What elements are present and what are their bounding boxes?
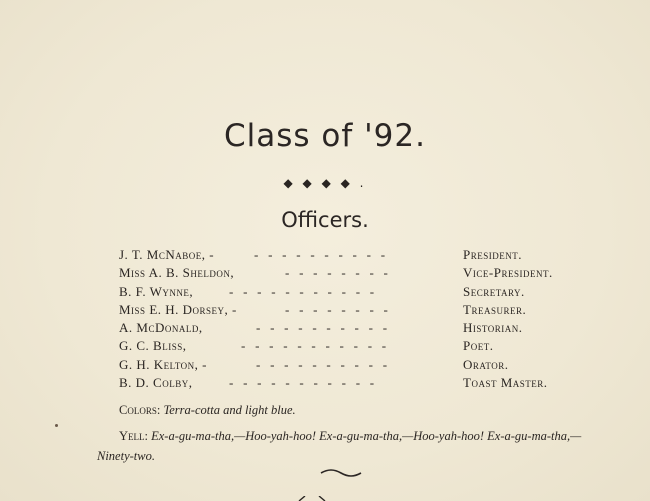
officer-role: Vice-President. xyxy=(463,265,553,281)
officer-role: Treasurer. xyxy=(463,301,527,317)
officer-role: Historian. xyxy=(463,320,523,336)
colors-label: Colors: xyxy=(119,403,161,417)
officer-role: Toast Master. xyxy=(463,375,548,391)
paper-speck xyxy=(55,424,58,427)
officer-row xyxy=(119,319,589,337)
officer-role: President. xyxy=(463,247,522,262)
leader-dashes: - - - - - - - - xyxy=(285,301,388,317)
officer-name: B. D. Colby, xyxy=(119,375,193,391)
officer-name: Miss A. B. Sheldon, xyxy=(119,265,235,281)
leader-dashes: - - - - - - - - - - - xyxy=(241,338,387,354)
ornament-fragment xyxy=(297,496,327,501)
leader-dashes: - - - - - - - - - - - xyxy=(229,375,375,391)
officer-name: G. H. Kelton, - xyxy=(119,356,207,372)
leader-dashes: - - - - - - - - - - xyxy=(256,320,388,336)
officer-role: Secretary. xyxy=(463,283,525,299)
officer-name: G. C. Bliss, xyxy=(119,338,187,354)
leader-dashes: - - - - - - - - - - xyxy=(256,356,388,372)
class-colors xyxy=(119,403,296,418)
section-heading: Officers. xyxy=(281,208,369,232)
officer-row xyxy=(119,246,589,264)
officer-row xyxy=(119,264,589,282)
ornament-divider: ◆ ◆ ◆ ◆ . xyxy=(283,176,367,190)
officer-row xyxy=(119,374,589,392)
officers-list xyxy=(119,246,589,392)
officer-name: Miss E. H. Dorsey, - xyxy=(119,301,237,317)
officer-name: A. McDonald, xyxy=(119,320,203,336)
class-yell xyxy=(97,426,597,466)
officer-row xyxy=(119,301,589,319)
yell-label: Yell: xyxy=(119,429,148,443)
officer-row xyxy=(119,337,589,355)
officer-name: B. F. Wynne, xyxy=(119,283,194,299)
leader-dashes: - - - - - - - - - - xyxy=(254,247,386,262)
swash-rule xyxy=(320,468,362,478)
officer-name: J. T. McNaboe, - xyxy=(119,247,215,262)
officer-role: Orator. xyxy=(463,356,509,372)
page-title: Class of '92. xyxy=(224,118,426,154)
leader-dashes: - - - - - - - - xyxy=(285,265,388,281)
officer-row xyxy=(119,283,589,301)
yell-value: Ex-a-gu-ma-tha,—Hoo-yah-hoo! Ex-a-gu-ma-tha,—Hoo-yah-hoo! Ex-a-gu-ma-tha,—Ninety-two. xyxy=(97,429,582,463)
leader-dashes: - - - - - - - - - - - xyxy=(229,283,375,299)
officer-role: Poet. xyxy=(463,338,494,354)
officer-row xyxy=(119,356,589,374)
colors-value: Terra-cotta and light blue. xyxy=(163,403,296,417)
